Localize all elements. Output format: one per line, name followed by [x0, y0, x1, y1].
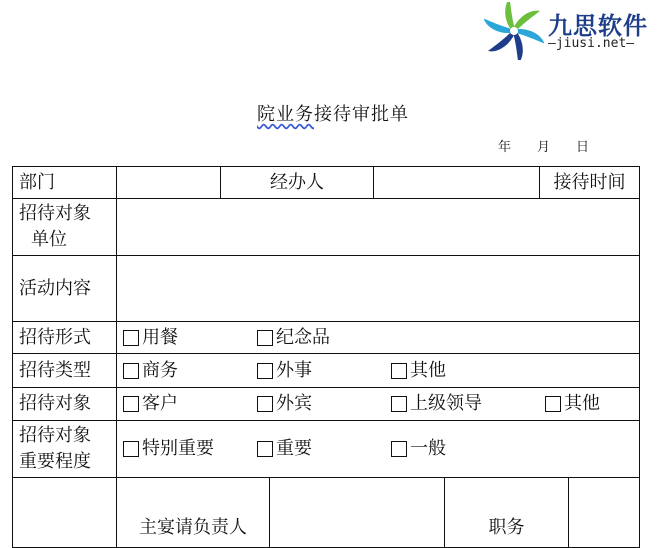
target-options [117, 388, 640, 421]
activity-value[interactable] [117, 256, 640, 322]
handler-value[interactable] [374, 167, 540, 199]
date-day: 日 [576, 140, 590, 155]
form-title-part2: 接待审批单 [314, 104, 409, 125]
importance-label: 招待对象 重要程度 [13, 421, 117, 478]
option-client[interactable]: 客户 [123, 391, 257, 417]
handler-label: 经办人 [221, 167, 374, 199]
approval-table [12, 166, 640, 548]
jiusi-logo [484, 2, 666, 60]
row-importance [13, 421, 640, 478]
checkbox-icon [257, 330, 273, 346]
checkbox-icon [123, 396, 139, 412]
reception-time-label: 接待时间 [540, 167, 640, 199]
position-label: 职务 [445, 478, 569, 548]
row-basic [13, 167, 640, 199]
host-blank [13, 478, 117, 548]
option-target-other[interactable]: 其他 [545, 391, 600, 417]
date-month: 月 [537, 140, 551, 155]
date-line [498, 136, 589, 155]
row-target-unit [13, 199, 640, 256]
option-dining[interactable]: 用餐 [123, 325, 257, 351]
dept-label: 部门 [13, 167, 117, 199]
checkbox-icon [257, 363, 273, 379]
row-form [13, 322, 640, 354]
checkbox-icon [391, 441, 407, 457]
position-value[interactable] [569, 478, 640, 548]
option-business[interactable]: 商务 [123, 358, 257, 384]
option-foreign-guest[interactable]: 外宾 [257, 391, 391, 417]
host-label: 主宴请负责人 [117, 478, 270, 548]
option-foreign-affairs[interactable]: 外事 [257, 358, 391, 384]
type-options [117, 354, 640, 388]
option-souvenir[interactable]: 纪念品 [257, 325, 330, 351]
activity-label: 活动内容 [13, 256, 117, 322]
option-superior-leader[interactable]: 上级领导 [391, 391, 545, 417]
form-title [0, 100, 666, 126]
checkbox-icon [257, 396, 273, 412]
target-unit-value[interactable] [117, 199, 640, 256]
checkbox-icon [391, 363, 407, 379]
option-other[interactable]: 其他 [391, 358, 446, 384]
host-value[interactable] [270, 478, 445, 548]
target-unit-label: 招待对象 单位 [13, 199, 117, 256]
row-target [13, 388, 640, 421]
form-label: 招待形式 [13, 322, 117, 354]
checkbox-icon [123, 330, 139, 346]
jiusi-swirl-icon [484, 2, 544, 60]
date-year: 年 [498, 140, 512, 155]
row-activity [13, 256, 640, 322]
dept-value[interactable] [117, 167, 221, 199]
form-options [117, 322, 640, 354]
logo-name: 九思软件 [548, 12, 648, 40]
target-label: 招待对象 [13, 388, 117, 421]
checkbox-icon [391, 396, 407, 412]
checkbox-icon [123, 441, 139, 457]
option-important[interactable]: 重要 [257, 436, 391, 462]
importance-options [117, 421, 640, 478]
row-type [13, 354, 640, 388]
option-very-important[interactable]: 特别重要 [123, 436, 257, 462]
option-normal[interactable]: 一般 [391, 436, 446, 462]
logo-url: —jiusi.net— [548, 36, 635, 51]
checkbox-icon [545, 396, 561, 412]
checkbox-icon [257, 441, 273, 457]
row-host [13, 478, 640, 548]
checkbox-icon [123, 363, 139, 379]
type-label: 招待类型 [13, 354, 117, 388]
form-title-part1: 院业务 [257, 104, 314, 125]
